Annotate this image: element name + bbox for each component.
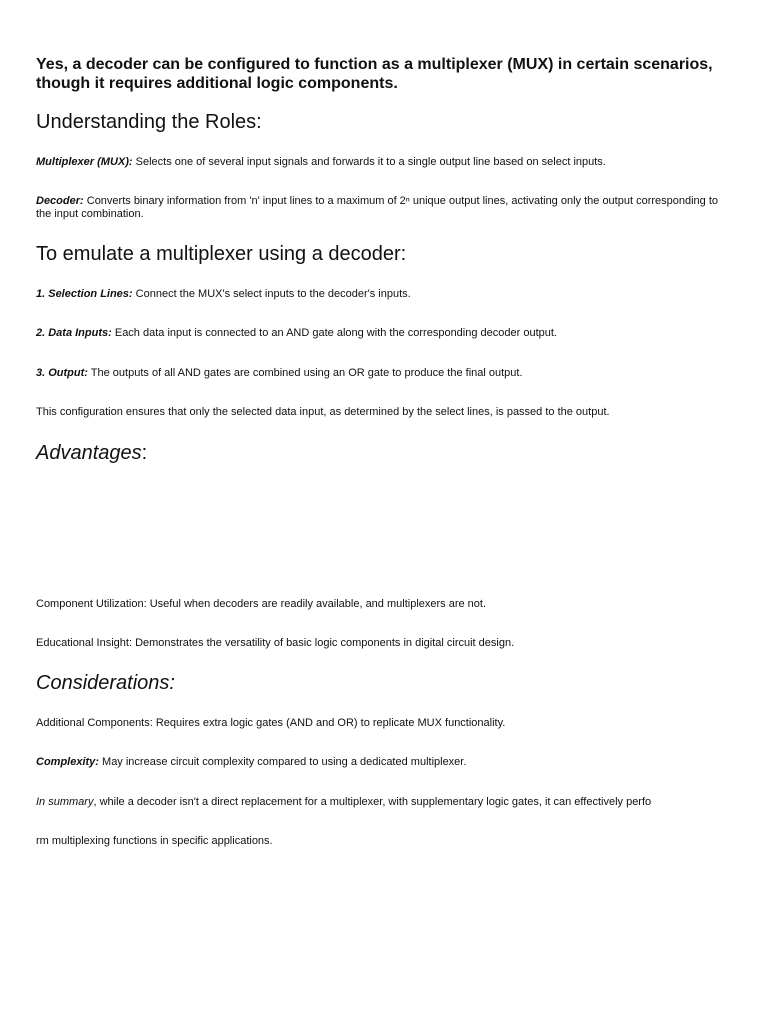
conclusion-text-1: , while a decoder isn't a direct replacement for a multiplexer, with supplementary logic gates, it can effectively perfo (93, 796, 652, 808)
step2-label: 2. Data Inputs: (36, 327, 112, 339)
step1-label: 1. Selection Lines: (36, 288, 133, 300)
heading-understanding-roles: Understanding the Roles: (36, 111, 262, 133)
step2-text: Each data input is connected to an AND gate along with the corresponding decoder output. (111, 327, 557, 339)
heading-considerations: Considerations: (36, 672, 175, 694)
advantages-heading-word: Advantages (36, 442, 142, 464)
advantage-component-utilization: Component Utilization: Useful when decoders are readily available, and multiplexers are not. (36, 598, 487, 610)
paragraph-decoder (36, 195, 736, 221)
step-data-inputs (36, 327, 736, 340)
heading-emulate: To emulate a multiplexer using a decoder: (36, 243, 407, 265)
step3-text: The outputs of all AND gates are combined using an OR gate to produce the final output. (87, 367, 523, 379)
step-selection-lines (36, 288, 736, 301)
conclusion-line-1 (36, 796, 736, 809)
step1-text: Connect the MUX's select inputs to the decoder's inputs. (132, 288, 411, 300)
decoder-label: Decoder: (36, 195, 84, 207)
consideration-additional-components: Additional Components: Requires extra logic gates (AND and OR) to replicate MUX functionality. (36, 717, 506, 729)
configuration-summary: This configuration ensures that only the selected data input, as determined by the select lines, is passed to the output. (36, 406, 610, 418)
advantage-educational-insight: Educational Insight: Demonstrates the versatility of basic logic components in digital circuit design. (36, 637, 515, 649)
consideration-complexity (36, 756, 736, 769)
paragraph-multiplexer (36, 156, 736, 169)
step-output (36, 367, 736, 380)
step3-label: 3. Output: (36, 367, 88, 379)
multiplexer-label: Multiplexer (MUX): (36, 156, 133, 168)
conclusion-label: In summary (36, 796, 94, 808)
advantages-heading-colon: : (141, 442, 148, 464)
heading-advantages (36, 441, 736, 465)
intro-paragraph: Yes, a decoder can be configured to function as a multiplexer (MUX) in certain scenarios, though it requires additional logic components. (36, 56, 713, 92)
decoder-text: Converts binary information from 'n' input lines to a maximum of 2ⁿ unique output lines, activating only the output corresponding to the input combination. (36, 195, 719, 220)
conclusion-line-2: rm multiplexing functions in specific applications. (36, 835, 273, 847)
complexity-label: Complexity: (36, 756, 99, 768)
complexity-text: May increase circuit complexity compared to using a dedicated multiplexer. (98, 756, 467, 768)
multiplexer-text: Selects one of several input signals and forwards it to a single output line based on select inputs. (132, 156, 606, 168)
